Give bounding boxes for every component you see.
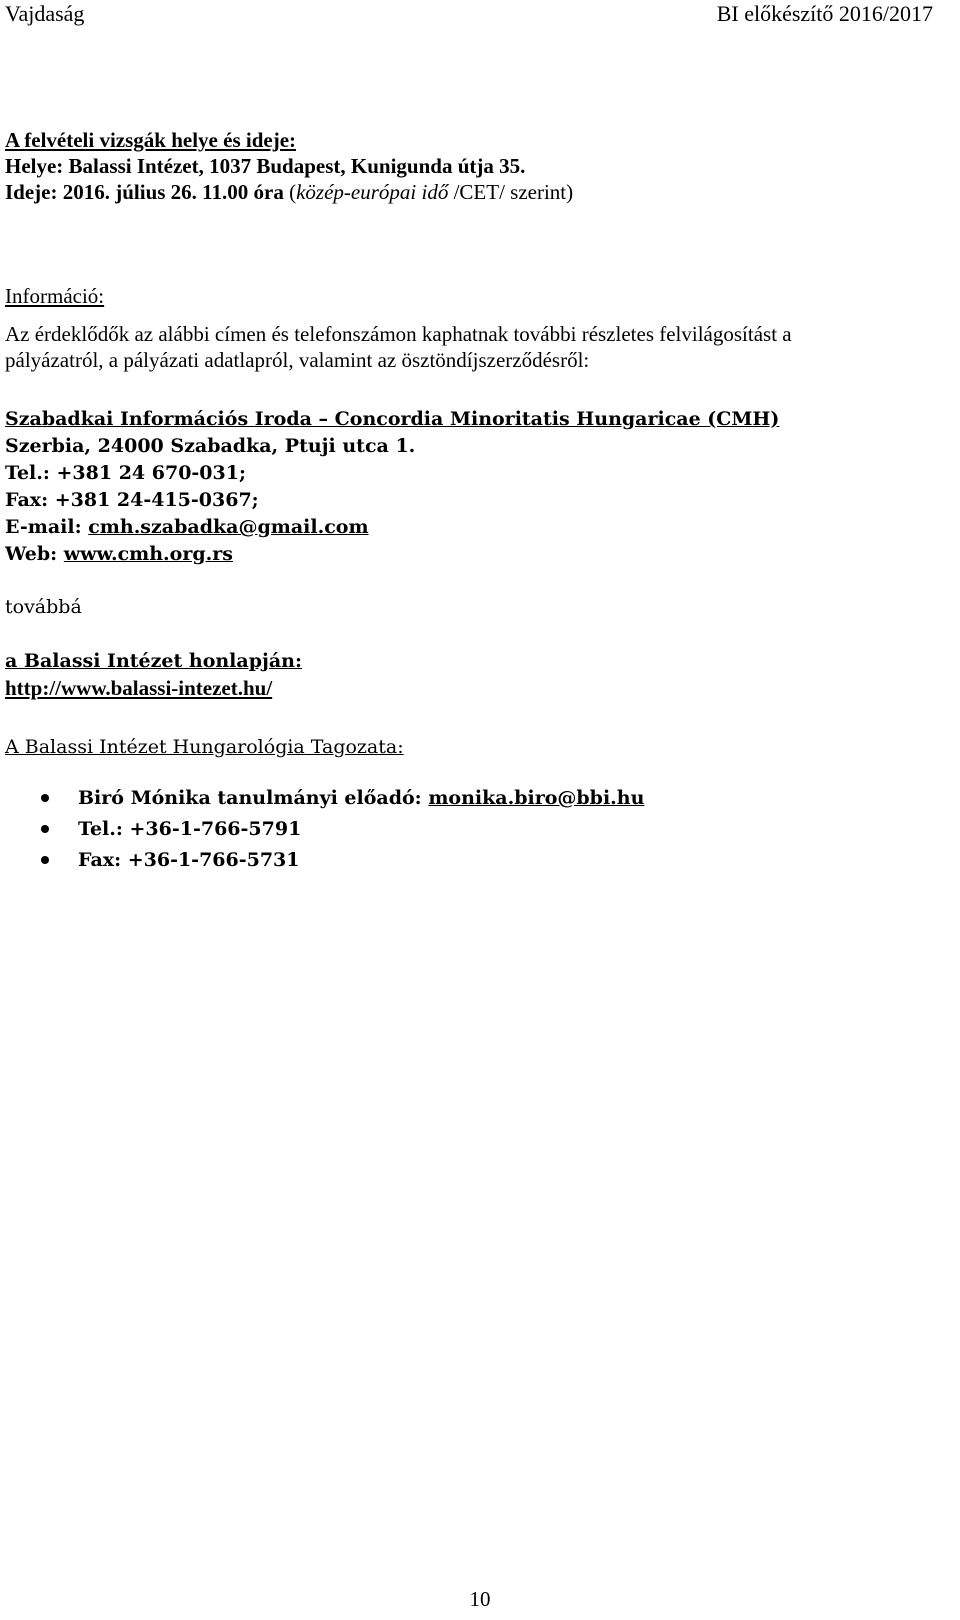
office-email-line [5, 514, 369, 540]
office-web-line [5, 541, 233, 567]
list-item [0, 847, 644, 878]
page-number: 10 [469, 1587, 491, 1611]
office-name: Szabadkai Információs Iroda – Concordia Minoritatis Hungaricae (CMH) [5, 408, 780, 430]
exam-time-bold: Ideje: 2016. július 26. 11.00 óra [5, 180, 284, 204]
contact-email-link[interactable]: monika.biro@bbi.hu [428, 787, 645, 809]
exam-time-open: ( [283, 180, 297, 204]
bullet-icon [41, 794, 49, 802]
bullet-icon [41, 856, 49, 864]
office-address: Szerbia, 24000 Szabadka, Ptuji utca 1. [5, 435, 416, 457]
header-left-title: Vajdaság [5, 1, 85, 26]
contact-label: Biró Mónika tanulmányi előadó: [78, 787, 429, 809]
website-url-link[interactable]: http://www.balassi-intezet.hu/ [5, 676, 273, 700]
exam-time-italic: közép-európai idő [296, 180, 449, 204]
exam-time-rest: /CET/ szerint) [448, 180, 574, 204]
office-email-label: E-mail: [5, 516, 89, 538]
office-fax: Fax: +381 24-415-0367; [5, 489, 259, 511]
website-heading: a Balassi Intézet honlapján: [5, 650, 303, 672]
exam-heading: A felvételi vizsgák helye és ideje: [5, 128, 297, 152]
website-url-line [5, 675, 272, 701]
office-tel: Tel.: +381 24 670-031; [5, 462, 246, 484]
office-web-label: Web: [5, 543, 64, 565]
department-tel: Tel.: +36-1-766-5791 [78, 818, 302, 840]
department-fax: Fax: +36-1-766-5731 [78, 849, 300, 871]
department-heading: A Balassi Intézet Hungarológia Tagozata: [5, 736, 404, 758]
exam-place: Helye: Balassi Intézet, 1037 Budapest, Kunigunda útja 35. [5, 154, 526, 178]
office-web-link[interactable]: www.cmh.org.rs [63, 543, 233, 565]
department-contact-list [0, 785, 644, 878]
list-item [0, 816, 644, 847]
info-paragraph-line1: Az érdeklődők az alábbi címen és telefonszámon kaphatnak további részletes felvilágosítást a [5, 322, 792, 346]
list-item [0, 785, 644, 816]
header-right-title: BI előkészítő 2016/2017 [716, 1, 933, 26]
info-paragraph-line2: pályázatról, a pályázati adatlapról, valamint az ösztöndíjszerződésről: [5, 348, 590, 372]
info-heading: Információ: [5, 284, 105, 308]
office-email-link[interactable]: cmh.szabadka@gmail.com [88, 516, 369, 538]
bullet-icon [41, 825, 49, 833]
also-text: továbbá [5, 596, 82, 618]
exam-time [5, 179, 573, 205]
